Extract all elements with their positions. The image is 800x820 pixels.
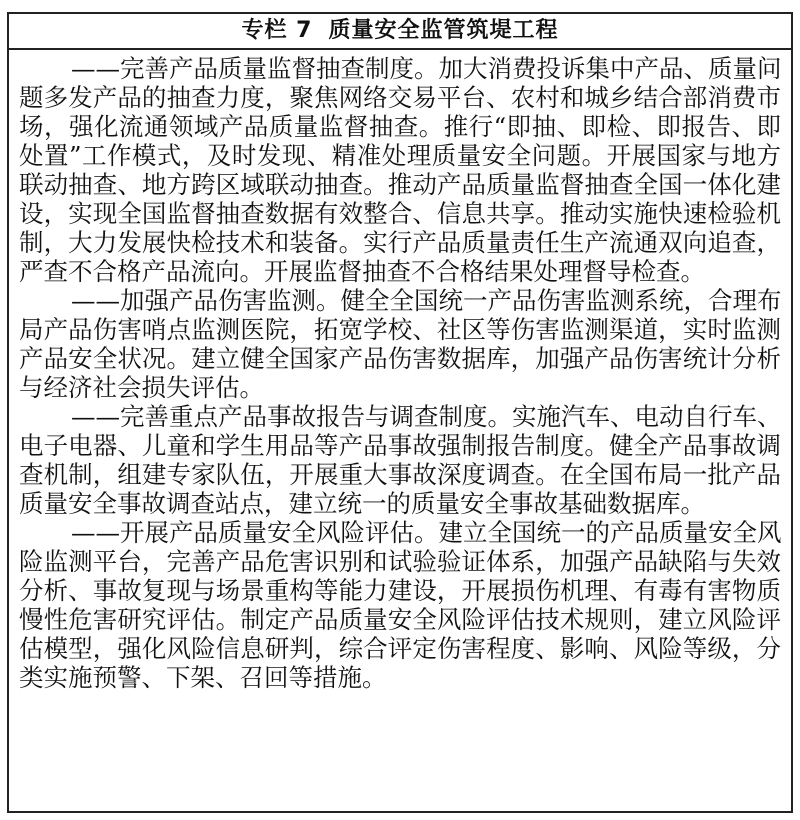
text-line: 制，大力发展快检技术和装备。实行产品质量责任生产流通双向追查， bbox=[19, 228, 781, 257]
column-title-text: 质量安全监管筑堤工程 bbox=[328, 18, 559, 43]
text-line: 险监测平台，完善产品危害识别和试验验证体系，加强产品缺陷与失效 bbox=[19, 547, 781, 576]
column-number: 专栏 7 bbox=[241, 18, 313, 43]
text-line: 场，强化流通领域产品质量监督抽查。推行“即抽、即检、即报告、即 bbox=[19, 112, 781, 141]
text-line: 查机制，组建专家队伍，开展重大事故深度调查。在全国布局一批产品 bbox=[19, 460, 781, 489]
paragraph bbox=[19, 518, 781, 692]
column-box bbox=[7, 12, 793, 813]
text-line: 质量安全事故调查站点，建立统一的质量安全事故基础数据库。 bbox=[19, 489, 705, 518]
text-line: ——完善重点产品事故报告与调查制度。实施汽车、电动自行车、 bbox=[71, 402, 781, 431]
paragraph bbox=[19, 54, 781, 286]
text-line: 联动抽查、地方跨区域联动抽查。推动产品质量监督抽查全国一体化建 bbox=[19, 170, 781, 199]
column-title bbox=[9, 14, 791, 50]
text-line: 慢性危害研究评估。制定产品质量安全风险评估技术规则，建立风险评 bbox=[19, 605, 781, 634]
text-line: 产品安全状况。建立健全国家产品伤害数据库，加强产品伤害统计分析 bbox=[19, 344, 781, 373]
paragraph bbox=[19, 402, 781, 518]
text-line: 局产品伤害哨点监测医院，拓宽学校、社区等伤害监测渠道，实时监测 bbox=[19, 315, 781, 344]
text-line: 处置”工作模式，及时发现、精准处理质量安全问题。开展国家与地方 bbox=[19, 141, 781, 170]
text-line: ——完善产品质量监督抽查制度。加大消费投诉集中产品、质量问 bbox=[71, 54, 781, 83]
text-line: 题多发产品的抽查力度，聚焦网络交易平台、农村和城乡结合部消费市 bbox=[19, 83, 781, 112]
text-line: 估模型，强化风险信息研判，综合评定伤害程度、影响、风险等级，分 bbox=[19, 634, 781, 663]
column-content bbox=[9, 50, 791, 692]
text-line: 严查不合格产品流向。开展监督抽查不合格结果处理督导检查。 bbox=[19, 257, 705, 286]
text-line: ——加强产品伤害监测。健全全国统一产品伤害监测系统，合理布 bbox=[71, 286, 781, 315]
text-line: 分析、事故复现与场景重构等能力建设，开展损伤机理、有毒有害物质 bbox=[19, 576, 781, 605]
text-line: 设，实现全国监督抽查数据有效整合、信息共享。推动实施快速检验机 bbox=[19, 199, 781, 228]
text-line: 电子电器、儿童和学生用品等产品事故强制报告制度。健全产品事故调 bbox=[19, 431, 781, 460]
text-line: 类实施预警、下架、召回等措施。 bbox=[19, 663, 387, 692]
paragraph bbox=[19, 286, 781, 402]
text-line: 与经济社会损失评估。 bbox=[19, 373, 264, 402]
text-line: ——开展产品质量安全风险评估。建立全国统一的产品质量安全风 bbox=[71, 518, 781, 547]
